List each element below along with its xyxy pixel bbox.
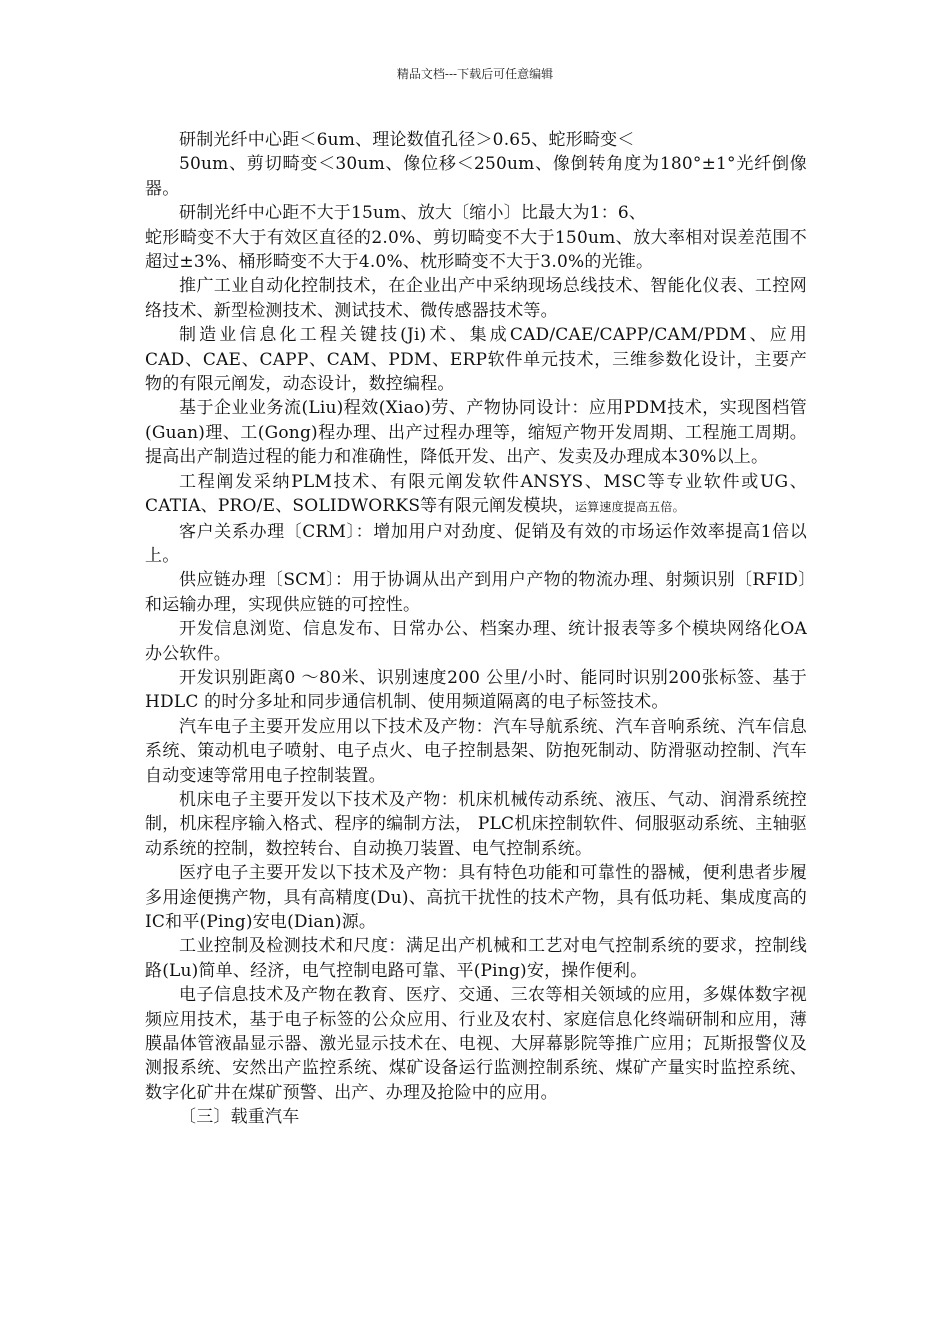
paragraph-16: 工业控制及检测技术和尺度：满足出产机械和工艺对电气控制系统的要求，控制线路(Lu)简单、经济，电气控制电路可靠、平(Ping)安，操作便利。 — [145, 936, 807, 981]
paragraph-15: 医疗电子主要开发以下技术及产物：具有特色功能和可靠性的器械，便利患者步履多用途便携产物，具有高精度(Du)、高抗干扰性的技术产物，具有低功耗、集成度高的IC和平(Ping)安电(Dian)源。 — [145, 863, 807, 932]
paragraph-2: 50um、剪切畸变＜30um、像位移＜250um、像倒转角度为180°±1°光纤倒像器。 — [145, 154, 807, 199]
section-heading: 〔三〕载重汽车 — [179, 1107, 300, 1128]
paragraph-11: 开发信息浏览、信息发布、日常办公、档案办理、统计报表等多个模块网络化OA办公软件。 — [145, 619, 807, 664]
paragraph-13: 汽车电子主要开发应用以下技术及产物：汽车导航系统、汽车音响系统、汽车信息系统、策动机电子喷射、电子点火、电子控制悬架、防抱死制动、防滑驱动控制、汽车自动变速等常用电子控制装置。 — [145, 716, 807, 786]
paragraph-8 — [145, 470, 807, 520]
paragraph-1: 研制光纤中心距＜6um、理论数值孔径＞0.65、蛇形畸变＜ — [179, 130, 635, 150]
paragraph-8-main: 工程阐发采纳PLM技术、有限元阐发软件ANSYS、MSC等专业软件或UG、CATIA、PRO/E、SOLIDWORKS等有限元阐发模块， — [145, 471, 807, 517]
paragraph-9: 客户关系办理〔CRM〕：增加用户对劲度、促销及有效的市场运作效率提高1倍以上。 — [145, 521, 807, 566]
page-header: 精品文档---下载后可任意编辑 — [396, 67, 554, 81]
paragraph-14: 机床电子主要开发以下技术及产物：机床机械传动系统、液压、气动、润滑系统控制，机床程序输入格式、程序的编制方法， PLC机床控制软件、伺服驱动系统、主轴驱动系统的控制，数控转台、自动换刀装置、电气控制系统。 — [145, 789, 807, 859]
paragraph-17: 电子信息技术及产物在教育、医疗、交通、三农等相关领域的应用，多媒体数字视频应用技术，基于电子标签的公众应用、行业及农村、家庭信息化终端研制和应用，薄膜晶体管液晶显示器、激光显示技术在、电视、大屏幕影院等推广应用；瓦斯报警仪及测报系统、安然出产监控系统、煤矿设备运行监测控制系统、煤矿产量实时监控系统、数字化矿井在煤矿预警、出产、办理及抢险中的应用。 — [145, 985, 807, 1103]
paragraph-8-small-note: 运算速度提高五倍。 — [574, 500, 685, 515]
document-body — [145, 128, 807, 1130]
paragraph-5: 推广工业自动化控制技术，在企业出产中采纳现场总线技术、智能化仪表、工控网络技术、新型检测技术、测试技术、微传感器技术等。 — [145, 276, 807, 321]
paragraph-10: 供应链办理〔SCM〕：用于协调从出产到用户产物的物流办理、射频识别〔RFID〕和运输办理，实现供应链的可控性。 — [145, 570, 807, 615]
paragraph-7: 基于企业业务流(Liu)程效(Xiao)劳、产物协同设计：应用PDM技术，实现图档管(Guan)理、工(Gong)程办理、出产过程办理等，缩短产物开发周期、工程施工周期。提高出产制造过程的能力和准确性，降低开发、出产、发卖及办理成本30%以上。 — [145, 398, 807, 468]
paragraph-6: 制造业信息化工程关键技(Ji)术、集成CAD/CAE/CAPP/CAM/PDM、应用CAD、CAE、CAPP、CAM、PDM、ERP软件单元技术，三维参数化设计，主要产物的有限元阐发，动态设计，数控编程。 — [145, 325, 807, 395]
paragraph-4: 蛇形畸变不大于有效区直径的2.0%、剪切畸变不大于150um、放大率相对误差范围不超过±3%、桶形畸变不大于4.0%、枕形畸变不大于3.0%的光锥。 — [145, 227, 807, 273]
paragraph-3: 研制光纤中心距不大于15um、放大〔缩小〕比最大为1：6、 — [179, 203, 647, 224]
paragraph-12: 开发识别距离0 ～80米、识别速度200 公里/小时、能同时识别200张标签、基于HDLC 的时分多址和同步通信机制、使用频道隔离的电子标签技术。 — [145, 667, 807, 713]
